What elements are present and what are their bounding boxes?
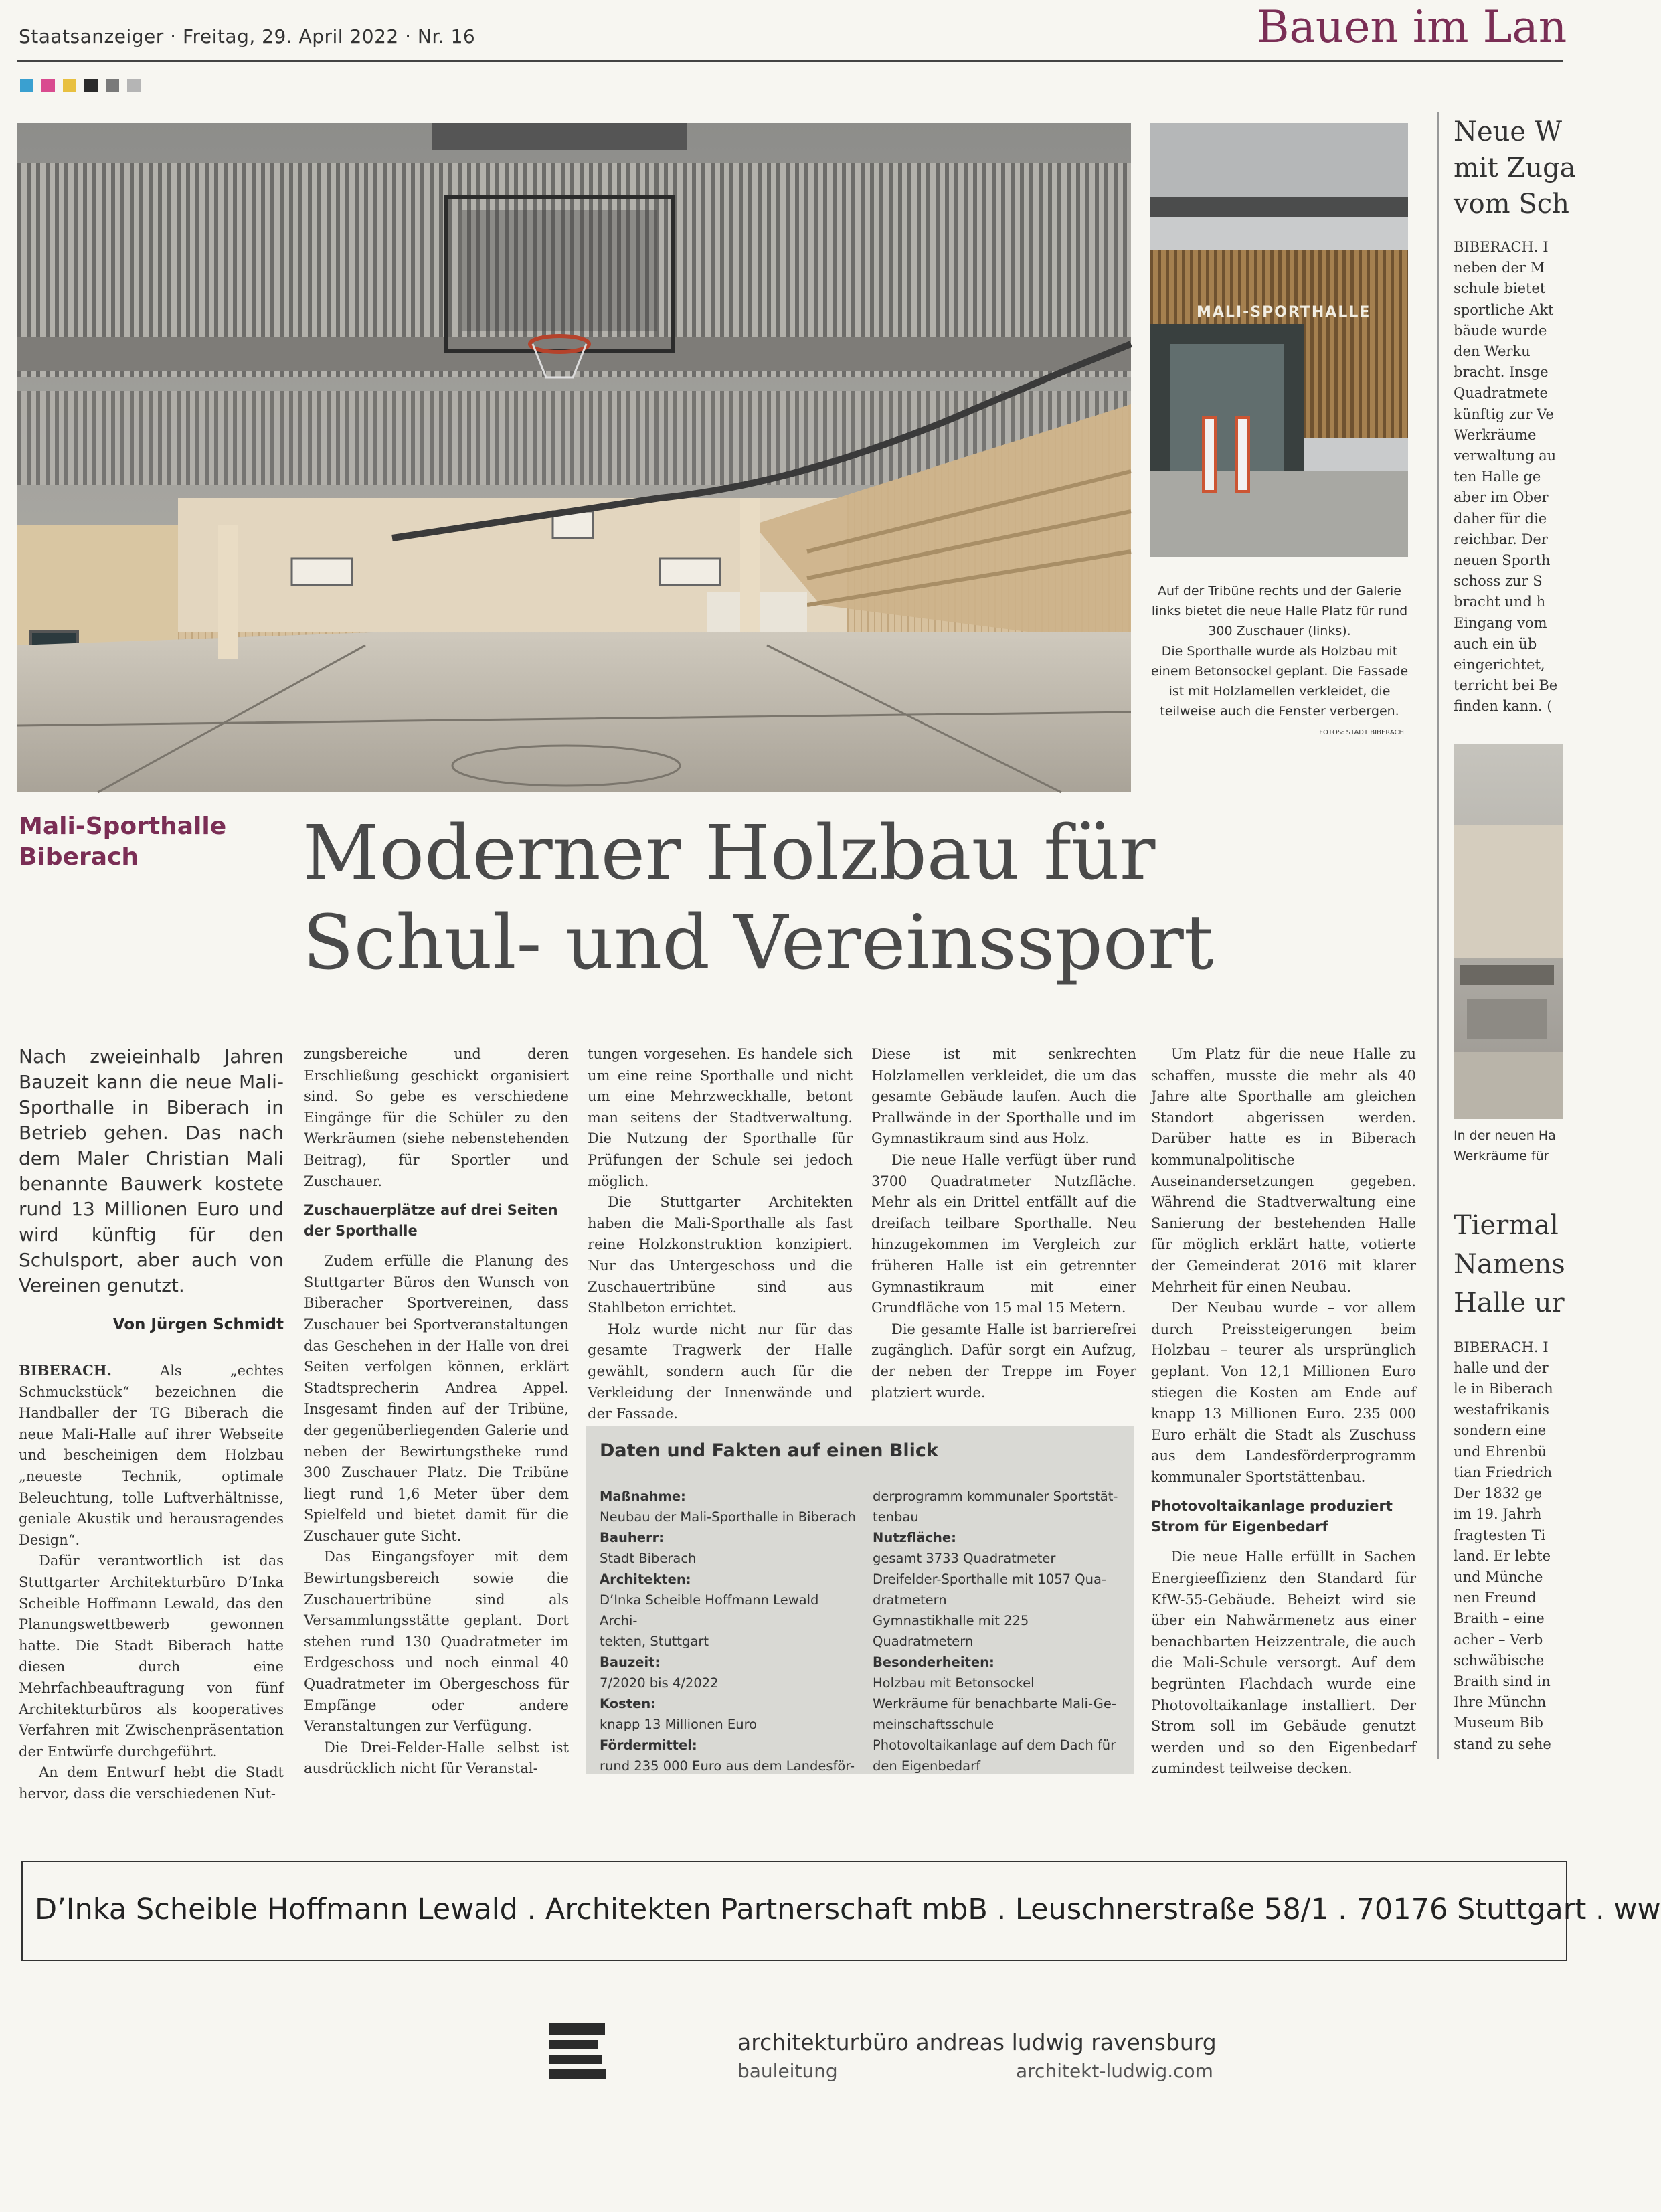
fact-value: Stadt Biberach (600, 1551, 697, 1566)
fact-box (586, 1426, 1134, 1774)
article-column-4 (871, 1044, 1136, 1403)
paragraph: Zudem erfülle die Planung des Stuttgarter Büros den Wunsch von Biberacher Sportvereinen, dass Zuschauer bei Sportveranstaltungen das Geschehen in der Halle von drei Seiten verfolgen können, erklärt Stadtsprecherin Andrea Appel. Insgesamt finden auf der Tribüne, der gegenüberliegenden Galerie und neben der Bewirtungstheke rund 300 Zuschauer Platz. Die Tribüne liegt rund 1,6 Meter über dem Spielfeld und bietet damit für die Zuschauer gute Sicht. (304, 1253, 569, 1544)
sidebar-line: tian Friedrich (1454, 1464, 1553, 1480)
paragraph: An dem Entwurf hebt die Stadt hervor, dass die verschiedenen Nut- (19, 1764, 284, 1802)
sidebar-line: stand zu sehe (1454, 1735, 1551, 1752)
paragraph: Holz wurde nicht nur für das gesamte Tragwerk der Halle gewählt, sondern auch für die Verkleidung der Innenwände und der Fassade. (588, 1321, 853, 1422)
ad-architects (21, 1861, 1661, 1961)
sidebar-line: Quadratmete (1454, 385, 1548, 402)
fact-label: Kosten: (600, 1696, 656, 1711)
headline-line: Neue W (1454, 116, 1562, 147)
kicker-line: Mali-Sporthalle (19, 813, 227, 840)
fact-value: tenbau (873, 1509, 919, 1525)
caption-line: Die Sporthalle wurde als Holzbau mit (1161, 644, 1398, 659)
fact-label: Besonderheiten: (873, 1654, 994, 1670)
sidebar-line: aber im Ober (1454, 489, 1549, 506)
ad-ludwig-logo (546, 2020, 608, 2081)
fact-value: Neubau der Mali-Sporthalle in Biberach (600, 1509, 856, 1525)
sidebar-line: sportliche Akt (1454, 301, 1554, 318)
fact-label: Nutzfläche: (873, 1530, 956, 1545)
fact-box-column-right (873, 1486, 1127, 1776)
sidebar-body (1454, 237, 1563, 717)
sidebar-line: terricht bei Be (1454, 677, 1558, 694)
swatch (106, 79, 119, 92)
masthead-date: Staatsanzeiger · Freitag, 29. April 2022 · Nr. 16 (19, 25, 476, 48)
swatch (84, 79, 98, 92)
sidebar-line: eingerichtet, (1454, 657, 1545, 673)
subheading: Zuschauerplätze auf drei Seiten der Sporthalle (304, 1202, 558, 1240)
workshop-illustration (1454, 744, 1563, 1119)
ad-ludwig-sub: bauleitung (737, 2060, 838, 2082)
ad-architects-text: D’Inka Scheible Hoffmann Lewald . Architekten Partnerschaft mbB . Leuschnerstraße 58/1 . 70176 Stuttgart . ww (35, 1893, 1661, 1926)
ludwig-logo-icon (546, 2020, 608, 2081)
byline: Von Jürgen Schmidt (112, 1316, 284, 1333)
column-body (19, 1360, 284, 1804)
ad-ludwig-url: architekt-ludwig.com (1016, 2060, 1213, 2082)
sidebar-line: und Münche (1454, 1568, 1543, 1585)
caption-line: einem Betonsockel geplant. Die Fassade (1150, 664, 1409, 679)
paragraph: Die neue Halle verfügt über rund 3700 Quadratmeter Nutzfläche. Mehr als ein Drittel entfällt auf die dreifach teilbare Sporthalle. Neu hinzugekommen im Vergleich zur früheren Halle ist ein getrennter Gymnastikraum mit einer Grundfläche von 15 mal 15 Metern. (871, 1151, 1136, 1316)
sidebar-line: Braith sind in (1454, 1673, 1551, 1689)
sidebar-line: finden kann. ( (1454, 698, 1553, 715)
ad-ludwig-name: architekturbüro andreas ludwig ravensburg (737, 2029, 1217, 2055)
fact-value: rund 235 000 Euro aus dem Landesför- (600, 1758, 855, 1774)
fact-value: Dreifelder-Sporthalle mit 1057 Qua- (873, 1571, 1106, 1587)
fact-value: Gymnastikhalle mit 225 Quadratmetern (873, 1613, 1029, 1649)
sidebar-line: künftig zur Ve (1454, 406, 1554, 422)
sidebar-line: und Ehrenbü (1454, 1443, 1547, 1460)
fact-value: knapp 13 Millionen Euro (600, 1717, 758, 1732)
photo-credit: FOTOS: STADT BIBERACH (1319, 729, 1404, 736)
fact-label: Bauherr: (600, 1530, 665, 1545)
headline-line: Halle ur (1454, 1287, 1565, 1318)
sidebar-line: halle und der (1454, 1359, 1549, 1376)
paragraph: Dafür verantwortlich ist das Stuttgarter Architekturbüro D’Inka Scheible Hoffmann Lewald, das den Planungswettbewerb gewonnen hatte. Die Stadt Biberach hatte diesen durch eine Mehrfachbeauftragung von fünf Architekturbüros als kooperatives Verfahren mit Zwischenpräsentation der Entwürfe durchgeführt. (19, 1553, 284, 1760)
sidebar-line: den Werku (1454, 343, 1531, 360)
sidebar-body-2 (1454, 1337, 1563, 1755)
section-title: Bauen im Lan (1257, 1, 1567, 53)
article-column-3 (588, 1044, 853, 1425)
fact-value: meinschaftsschule (873, 1717, 994, 1732)
paragraph: tungen vorgesehen. Es handele sich um eine reine Sporthalle und nicht um eine Mehrzweckhalle, betont man seitens der Stadtverwaltung. Die Nutzung der Sporthalle für Prüfungen der Schule sei jedoch möglich. (588, 1046, 853, 1189)
caption-line: Werkräume für (1454, 1148, 1549, 1163)
fact-value: Holzbau mit Betonsockel (873, 1675, 1035, 1691)
sidebar-line: acher – Verb (1454, 1631, 1543, 1648)
swatch (20, 79, 33, 92)
caption-line: 300 Zuschauer (links). (1208, 624, 1351, 639)
caption-line: teilweise auch die Fenster verbergen. (1160, 704, 1399, 719)
fact-value: Photovoltaikanlage auf dem Dach für (873, 1737, 1116, 1753)
sidebar-line: bracht und h (1454, 594, 1546, 610)
paragraph: Um Platz für die neue Halle zu schaffen, musste die mehr als 40 Jahre alte Sporthalle am gleichen Standort abgerissen werden. Darüber hatte es in Biberach kommunalpolitische Auseinandersetzungen gegeben. Während die Stadtverwaltung eine Sanierung der bestehenden Halle für möglich erklärt hatte, votierte der Gemeinderat 2016 mit klarer Mehrheit für einen Neubau. (1151, 1046, 1416, 1295)
fact-value: D’Inka Scheible Hoffmann Lewald Archi- (600, 1592, 819, 1628)
fact-value: 7/2020 bis 4/2022 (600, 1675, 719, 1691)
caption-line: Auf der Tribüne rechts und der Galerie (1157, 584, 1401, 598)
article-lead: Nach zweieinhalb Jahren Bauzeit kann die neue Mali-Sporthalle in Biberach in Betrieb gehen. Das nach dem Maler Christian Mali benannte Bauwerk kostete rund 13 Millionen Euro und wird künftig für den Schulsport, aber auch von Vereinen genutzt. (19, 1045, 284, 1296)
facade-sign: MALI-SPORTHALLE (1197, 304, 1371, 321)
fact-value: tekten, Stuttgart (600, 1634, 709, 1649)
fact-value: den Eigenbedarf (873, 1758, 980, 1774)
sidebar-line: neuen Sporth (1454, 552, 1551, 569)
paragraph: Die Drei-Felder-Halle selbst ist ausdrücklich nicht für Veranstal- (304, 1739, 569, 1777)
sidebar-line: schwäbische (1454, 1652, 1545, 1669)
headline-line: Namens (1454, 1248, 1565, 1280)
sidebar-line: Ihre Münchn (1454, 1694, 1547, 1711)
article-kicker (19, 811, 226, 873)
fact-value: Werkräume für benachbarte Mali-Ge- (873, 1696, 1116, 1711)
sidebar-caption (1454, 1126, 1563, 1166)
sidebar-line: BIBERACH. I (1454, 239, 1549, 255)
sidebar-line: land. Er lebte (1454, 1547, 1551, 1564)
headline-line: Schul- und Vereinssport (302, 900, 1214, 987)
photo-caption (1146, 581, 1413, 738)
sidebar-line: westafrikanis (1454, 1401, 1549, 1418)
headline-line: Moderner Holzbau für (302, 810, 1156, 897)
subheading: Photovoltaikanlage produziert Strom für Eigenbedarf (1151, 1498, 1393, 1535)
sidebar-line: fragtesten Ti (1454, 1527, 1546, 1543)
article-column-1 (19, 1044, 284, 1804)
sidebar-line: nen Freund (1454, 1590, 1537, 1606)
main-photo-sports-hall (17, 123, 1131, 792)
paragraph-text: Als „echtes Schmuckstück“ bezeichnen die Handballer der TG Biberach die neue Mali-Halle auf ihrer Webseite und bescheinigen dem Holzbau „neueste Technik, optimale Beleuchtung, tolle Luftverhältnisse, geniale Akustik und herausragendes Design“. (19, 1363, 284, 1548)
article-column-2 (304, 1044, 569, 1780)
color-swatches (20, 79, 154, 92)
sidebar-line: Museum Bib (1454, 1715, 1543, 1731)
sidebar-line: bracht. Insge (1454, 364, 1549, 381)
caption-line: In der neuen Ha (1454, 1128, 1556, 1143)
sidebar-line: Braith – eine (1454, 1610, 1545, 1627)
paragraph: Diese ist mit senkrechten Holzlamellen verkleidet, die um das gesamte Gebäude laufen. Auch die Prallwände in der Sporthalle und im Gymnastikraum sind aus Holz. (871, 1046, 1136, 1147)
fact-label: Architekten: (600, 1571, 691, 1587)
swatch (41, 79, 55, 92)
fact-value: gesamt 3733 Quadratmeter (873, 1551, 1056, 1566)
fact-value: derprogramm kommunaler Sportstät- (873, 1488, 1118, 1504)
sidebar-line: ten Halle ge (1454, 469, 1541, 485)
headline-line: vom Sch (1454, 189, 1569, 220)
caption-line: ist mit Holzlamellen verkleidet, die (1168, 684, 1391, 699)
fact-value: dratmetern (873, 1592, 947, 1608)
sidebar-line: Eingang vom (1454, 614, 1547, 631)
article-headline (302, 809, 1214, 988)
sidebar-headline-2 (1454, 1206, 1563, 1323)
sidebar-line: auch ein üb (1454, 635, 1537, 652)
sidebar-line: le in Biberach (1454, 1381, 1553, 1397)
headline-line: mit Zuga (1454, 153, 1576, 183)
sidebar-line: schule bietet (1454, 280, 1546, 297)
sidebar-line: BIBERACH. I (1454, 1339, 1549, 1355)
facade-illustration (1150, 123, 1408, 557)
fact-box-title: Daten und Fakten auf einen Blick (600, 1440, 938, 1461)
fact-label: Fördermittel: (600, 1737, 697, 1753)
headline-line: Tiermal (1454, 1209, 1559, 1241)
paragraph: Die gesamte Halle ist barrierefrei zugänglich. Dafür sorgt ein Aufzug, der neben der Treppe im Foyer platziert wurde. (871, 1321, 1136, 1401)
sidebar-line: bäude wurde (1454, 322, 1547, 339)
sidebar-line: reichbar. Der (1454, 531, 1548, 547)
sidebar-line: sondern eine (1454, 1422, 1547, 1439)
kicker-line: Biberach (19, 843, 139, 871)
sports-hall-illustration (17, 123, 1131, 792)
fact-label: Maßnahme: (600, 1488, 686, 1504)
article-column-5 (1151, 1044, 1416, 1780)
paragraph: zungsbereiche und deren Erschließung geschickt organisiert sind. So gebe es verschiedene Eingänge für die Schüler zu den Werkräumen (siehe nebenstehenden Beitrag), für Sportler und Zuschauer. (304, 1046, 569, 1189)
sidebar-headline (1454, 114, 1576, 222)
fact-label: Bauzeit: (600, 1654, 661, 1670)
fact-box-column-left (600, 1486, 861, 1776)
swatch (63, 79, 76, 92)
sidebar-line: Der 1832 ge (1454, 1485, 1542, 1502)
sidebar-line: Werkräume (1454, 426, 1537, 443)
sidebar-line: im 19. Jahrh (1454, 1506, 1542, 1523)
swatch (127, 79, 141, 92)
sidebar-line: schoss zur S (1454, 573, 1543, 590)
column-divider (1437, 112, 1439, 1759)
caption-line: links bietet die neue Halle Platz für rund (1151, 604, 1408, 618)
paragraph: Der Neubau wurde – vor allem durch Preissteigerungen beim Holzbau – teurer als ursprünglich geplant. Von 12,1 Millionen Euro stiegen die Kosten am Ende auf knapp 13 Millionen Euro. 235 000 Euro erhält die Stadt als Zuschuss aus dem Landesförderprogramm kommunaler Sportstättenbau. (1151, 1300, 1416, 1485)
dateline: BIBERACH. (19, 1362, 112, 1379)
paragraph: Die neue Halle erfüllt in Sachen Energieeffizienz den Standard für KfW-55-Gebäude. Beheizt wird sie über ein Nahwärmenetz aus einer benachbarten Heizzentrale, die auch die Mali-Schule versorgt. Auf dem begrünten Flachdach wurde eine Photovoltaikanlage installiert. Der Strom soll im Gebäude genutzt werden und so den Eigenbedarf zumindest teilweise decken. (1151, 1549, 1416, 1777)
paragraph: Die Stuttgarter Architekten haben die Mali-Sporthalle als fast reine Holzkonstruktion konzipiert. Nur das Untergeschoss und die Zuschauertribüne sind aus Stahlbeton errichtet. (588, 1194, 853, 1316)
facade-photo (1150, 123, 1408, 557)
paragraph: Das Eingangsfoyer mit dem Bewirtungsbereich sowie die Zuschauertribüne sind als Versammlungsstätte geplant. Dort stehen rund 130 Quadratmeter im Erdgeschoss und noch einmal 40 Quadratmeter im Obergeschoss für Empfänge oder andere Veranstaltungen zur Verfügung. (304, 1549, 569, 1735)
sidebar-line: verwaltung au (1454, 448, 1557, 464)
sidebar-line: daher für die (1454, 510, 1547, 527)
sidebar (1454, 114, 1576, 1787)
sidebar-line: neben der M (1454, 260, 1545, 276)
paragraph (19, 1360, 284, 1551)
sidebar-photo (1454, 744, 1563, 1119)
masthead-rule (17, 60, 1563, 62)
